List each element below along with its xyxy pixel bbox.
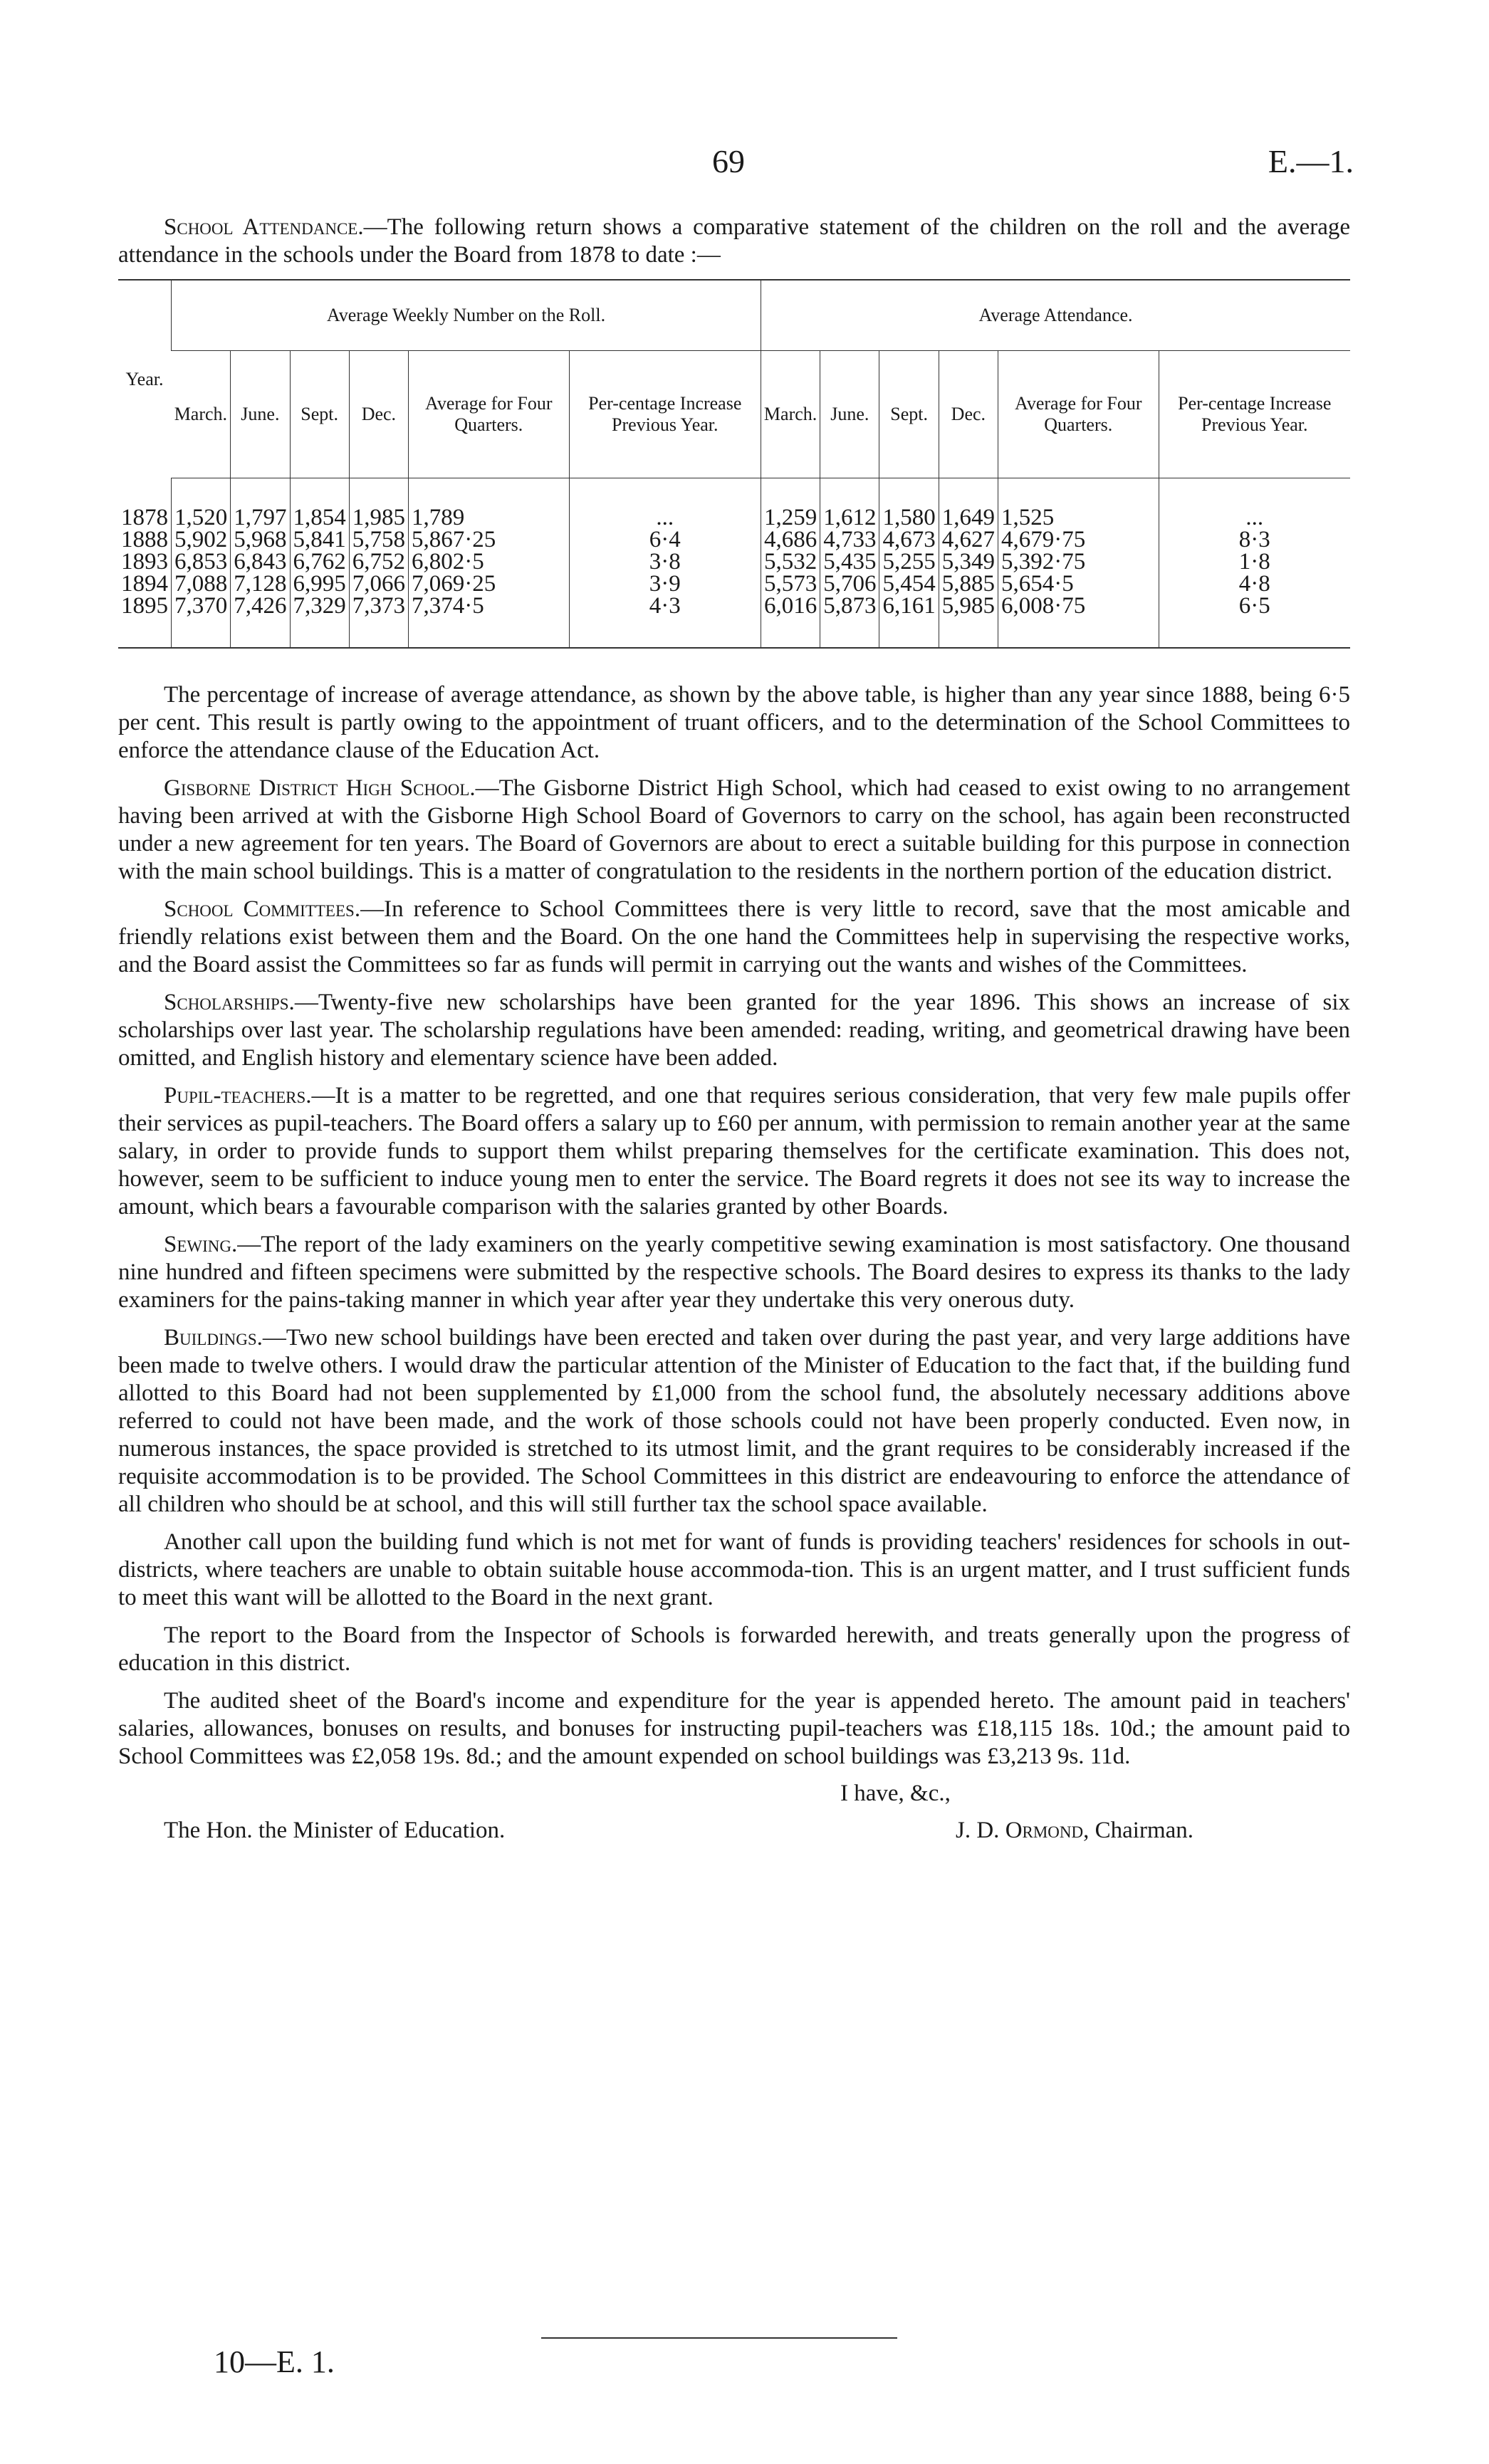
table-cell: 4,733: [820, 529, 879, 551]
table-cell: 6,016: [761, 595, 820, 648]
table-cell: 7,128: [231, 573, 290, 595]
table-cell: 7,373: [349, 595, 408, 648]
scholarships-text: —Twenty-five new scholarships have been granted for the year 1896. This shows an increase of six scholarships over last year. The scholarship regulations have been amended: reading, writing, and geometrical drawing have been omitted, and English history and elementary science have been added.: [118, 990, 1350, 1071]
table-cell: 4,679·75: [998, 529, 1159, 551]
buildings-text: —Two new school buildings have been erected and taken over during the past year, and very large additions have been made to twelve others. I would draw the particular attention of the Minister of Education to the fact that, if the building fund allotted to this Board had not been supplemented by £1,000 from the school fund, the absolutely necessary additions above referred to could not have been made, and the work of those schools could not have been properly conducted. Even now, in numerous instances, the space provided is stretched to its utmost limit, and the grant requires to be considerably increased if the requisite accommodation is to be provided. The School Committees in this district are endeavouring to enforce the attendance of all children who should be at school, and this will still further tax the school space available.: [118, 1325, 1350, 1517]
sewing-text: —The report of the lady examiners on the yearly competitive sewing examination is most satisfactory. One thousand nine hundred and fifteen specimens were submitted by the respective schools. The Board desires to express its thanks to the lady examiners for the pains-taking manner in which year after year they undertake this very onerous duty.: [118, 1232, 1350, 1313]
table-cell: 5,573: [761, 573, 820, 595]
table-cell: 6,853: [172, 551, 231, 573]
signature-title: , Chairman.: [1083, 1818, 1194, 1843]
signature-initials: J. D.: [956, 1818, 1000, 1843]
table-cell: 5,841: [290, 529, 349, 551]
intro-text: —The following return shows a comparative statement of the children on the roll and the average attendance in the schools under the Board from 1878 to date :—: [118, 214, 1351, 268]
table-cell: 5,532: [761, 551, 820, 573]
table-cell: 6,995: [290, 573, 349, 595]
intro-paragraph: [118, 214, 1350, 269]
table-cell: 1,649: [939, 478, 998, 530]
table-row: [118, 529, 1350, 551]
table-cell: 1,789: [409, 478, 570, 530]
table-cell: 7,088: [172, 573, 231, 595]
table-cell: 5,985: [939, 595, 998, 648]
table-cell: 5,392·75: [998, 551, 1159, 573]
table-cell: 1,259: [761, 478, 820, 530]
attendance-average-header: Average for Four Quarters.: [998, 351, 1159, 478]
table-cell: 7,370: [172, 595, 231, 648]
roll-march-header: March.: [172, 351, 231, 478]
table-cell: 4,627: [939, 529, 998, 551]
section-heading-pupil-teachers: Pupil-teachers.: [164, 1083, 312, 1108]
gisborne-text: —The Gisborne District High School, which had ceased to exist owing to no arrangement having been arrived at with the Gisborne High School Board of Governors to carry on the school, has again been reconstructed under a new agreement for ten years. The Board of Governors are about to erect a suitable building for this purpose in connection with the main school buildings. This is a matter of congratulation to the residents in the northern portion of the education district.: [118, 775, 1350, 884]
attendance-percentage-header: Per-centage Increase Previous Year.: [1159, 351, 1350, 478]
table-cell: 3·8: [569, 551, 761, 573]
attendance-march-header: March.: [761, 351, 820, 478]
pupil-teachers-text: —It is a matter to be regretted, and one that requires serious consideration, that very few male pupils offer their services as pupil-teachers. The Board offers a salary up to £60 per annum, with permission to remain another year at the same salary, in order to provide funds to support them whilst preparing themselves for the certificate examination. This does not, however, seem to be sufficient to induce young men to enter the service. The Board regrets it does not see its way to increase the amount, which bears a favourable comparison with the salaries granted by other Boards.: [118, 1083, 1350, 1220]
table-row: [118, 478, 1350, 530]
table-row: [118, 595, 1350, 648]
table-cell: 5,654·5: [998, 573, 1159, 595]
year-cell: 1893: [121, 549, 168, 575]
section-heading-sewing: Sewing.: [164, 1232, 238, 1257]
attendance-table: [118, 279, 1350, 649]
year-header: Year.: [125, 368, 164, 389]
table-cell: 7,374·5: [409, 595, 570, 648]
table-cell: 6,008·75: [998, 595, 1159, 648]
table-cell: 5,706: [820, 573, 879, 595]
roll-average-header: Average for Four Quarters.: [409, 351, 570, 478]
document-reference: E.—1.: [1268, 143, 1354, 179]
roll-group-header: Average Weekly Number on the Roll.: [172, 280, 761, 351]
attendance-dec-header: Dec.: [939, 351, 998, 478]
audited-sheet-paragraph: The audited sheet of the Board's income and expenditure for the year is appended hereto. The amount paid in teachers' salaries, allowances, bonuses on results, and bonuses for instructing pupil-teachers was £18,115 18s. 10d.; the amount paid to School Committees was £2,058 19s. 8d.; and the amount expended on school buildings was £3,213 9s. 11d.: [118, 1688, 1350, 1769]
year-cell: 1894: [121, 571, 168, 597]
year-cell: 1895: [121, 593, 168, 619]
table-cell: ...: [1159, 478, 1350, 530]
table-cell: 7,426: [231, 595, 290, 648]
inspector-report-paragraph: The report to the Board from the Inspector of Schools is forwarded herewith, and treats generally upon the progress of education in this district.: [118, 1622, 1350, 1676]
page-content: [118, 214, 1350, 1845]
table-cell: 4,673: [879, 529, 939, 551]
attendance-sept-header: Sept.: [879, 351, 939, 478]
table-cell: 4·8: [1159, 573, 1350, 595]
table-cell: 1,580: [879, 478, 939, 530]
section-heading-committees: School Committees.: [164, 896, 361, 922]
year-cell: 1878: [121, 504, 168, 530]
table-cell: 5,968: [231, 529, 290, 551]
footer-divider: [541, 2337, 897, 2339]
table-cell: 5,867·25: [409, 529, 570, 551]
scholarships-paragraph: [118, 989, 1350, 1072]
table-cell: 5,758: [349, 529, 408, 551]
attendance-group-header: Average Attendance.: [761, 280, 1350, 351]
table-cell: ...: [569, 478, 761, 530]
table-cell: 5,454: [879, 573, 939, 595]
section-heading-buildings: Buildings.: [164, 1325, 263, 1351]
table-cell: 5,885: [939, 573, 998, 595]
table-cell: 6,161: [879, 595, 939, 648]
table-cell: 1·8: [1159, 551, 1350, 573]
closing-line: I have, &c.,: [840, 1781, 951, 1806]
table-cell: 1,854: [290, 478, 349, 530]
table-cell: 6,752: [349, 551, 408, 573]
table-cell: 1,520: [172, 478, 231, 530]
roll-june-header: June.: [231, 351, 290, 478]
committees-paragraph: [118, 896, 1350, 979]
table-cell: 6,762: [290, 551, 349, 573]
signature-name: Ormond: [1005, 1818, 1084, 1843]
sewing-paragraph: [118, 1231, 1350, 1314]
table-cell: 5,873: [820, 595, 879, 648]
table-cell: 1,612: [820, 478, 879, 530]
table-cell: 1,525: [998, 478, 1159, 530]
table-cell: 7,069·25: [409, 573, 570, 595]
table-cell: 5,902: [172, 529, 231, 551]
table-row: [118, 573, 1350, 595]
committees-text: —In reference to School Committees there is very little to record, save that the most amicable and friendly relations exist between them and the Board. On the one hand the Committees help in supervising the respective works, and the Board assist the Committees so far as funds will permit in carrying out the wants and wishes of the Committees.: [118, 896, 1350, 977]
table-cell: 3·9: [569, 573, 761, 595]
table-cell: 7,066: [349, 573, 408, 595]
roll-sept-header: Sept.: [290, 351, 349, 478]
attendance-june-header: June.: [820, 351, 879, 478]
percentage-paragraph: The percentage of increase of average attendance, as shown by the above table, is higher than any year since 1888, being 6·5 per cent. This result is partly owing to the appointment of truant officers, and to the determination of the School Committees to enforce the attendance clause of the Education Act.: [118, 682, 1350, 763]
table-cell: 6·5: [1159, 595, 1350, 648]
table-cell: 4,686: [761, 529, 820, 551]
section-heading-scholarships: Scholarships.: [164, 990, 295, 1015]
table-row: [118, 551, 1350, 573]
table-cell: 4·3: [569, 595, 761, 648]
table-cell: 7,329: [290, 595, 349, 648]
footer-reference: 10—E. 1.: [214, 2344, 335, 2379]
section-heading-attendance: School Attendance.: [164, 214, 364, 240]
section-heading-gisborne: Gisborne District High School.: [164, 775, 476, 801]
residences-paragraph: Another call upon the building fund which is not met for want of funds is providing teachers' residences for schools in out-districts, where teachers are unable to obtain suitable house accommoda-tion. This is an urgent matter, and I trust sufficient funds to meet this want will be allotted to the Board in the next grant.: [118, 1529, 1350, 1610]
signoff-block: [118, 1781, 1350, 1845]
pupil-teachers-paragraph: [118, 1082, 1350, 1221]
table-cell: 6,843: [231, 551, 290, 573]
year-cell: 1888: [121, 527, 168, 552]
table-cell: 6,802·5: [409, 551, 570, 573]
table-cell: 1,797: [231, 478, 290, 530]
table-cell: 5,435: [820, 551, 879, 573]
signature-line: [956, 1818, 1193, 1844]
roll-dec-header: Dec.: [349, 351, 408, 478]
table-cell: 8·3: [1159, 529, 1350, 551]
page-number: 69: [712, 143, 745, 179]
roll-percentage-header: Per-centage Increase Previous Year.: [569, 351, 761, 478]
gisborne-paragraph: [118, 775, 1350, 886]
addressee-line: The Hon. the Minister of Education.: [164, 1818, 506, 1843]
table-cell: 6·4: [569, 529, 761, 551]
table-cell: 5,255: [879, 551, 939, 573]
buildings-paragraph: [118, 1324, 1350, 1519]
table-cell: 5,349: [939, 551, 998, 573]
table-cell: 1,985: [349, 478, 408, 530]
